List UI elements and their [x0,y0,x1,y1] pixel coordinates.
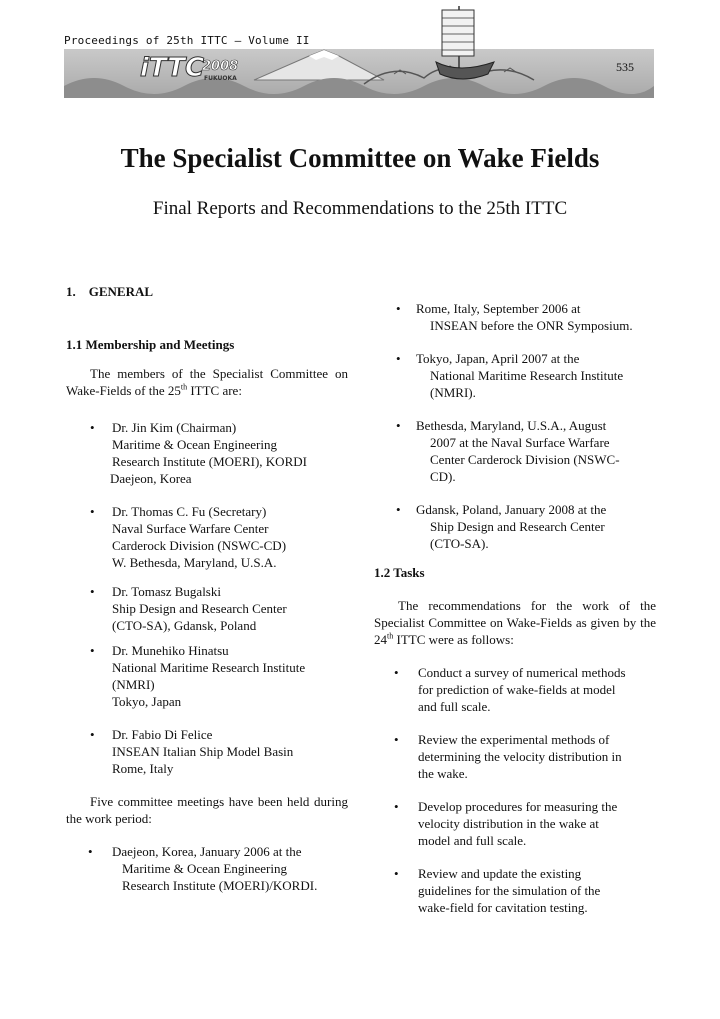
svg-text:iTTC: iTTC [140,53,205,83]
member-item: • Dr. Jin Kim (Chairman) Maritime & Ocean Engineering Research Institute (MOERI), KORDI Daejeon, Korea [66,419,348,487]
task-item: • Develop procedures for measuring the velocity distribution in the wake at model and full scale. [374,798,656,849]
paper-title: The Specialist Committee on Wake Fields [120,143,600,173]
section-heading-general: 1. GENERAL [66,284,154,299]
meeting-item: • Daejeon, Korea, January 2006 at the Maritime & Ocean Engineering Research Institute (MOERI)/KORDI. [66,843,348,894]
member-item: • Dr. Tomasz Bugalski Ship Design and Research Center (CTO-SA), Gdansk, Poland [66,583,348,634]
meeting-item: • Gdansk, Poland, January 2008 at the Ship Design and Research Center (CTO-SA). [374,501,656,552]
svg-text:FUKUOKA: FUKUOKA [204,75,237,82]
left-column [66,283,348,894]
members-intro: The members of the Specialist Committee on Wake-Fields of the 25th ITTC are: [66,366,348,398]
member-item: • Dr. Munehiko Hinatsu National Maritime Research Institute (NMRI) Tokyo, Japan [66,642,348,710]
tasks-intro: The recommendations for the work of the Specialist Committee on Wake-Fields as given by the 24th ITTC were as follows: [374,598,656,647]
member-item: • Dr. Thomas C. Fu (Secretary) Naval Surface Warfare Center Carderock Division (NSWC-CD) W. Bethesda, Maryland, U.S.A. [66,503,348,571]
section-heading-tasks: 1.2 Tasks [374,565,425,580]
svg-text:2008: 2008 [202,59,239,74]
task-item: • Review the experimental methods of determining the velocity distribution in the wake. [374,731,656,782]
page-number: 535 [616,60,634,74]
ship-icon [436,6,494,79]
member-item: • Dr. Fabio Di Felice INSEAN Italian Ship Model Basin Rome, Italy [66,726,348,777]
meetings-intro: Five committee meetings have been held during the work period: [66,794,348,826]
conference-banner [64,0,654,100]
running-head: Proceedings of 25th ITTC – Volume II [64,34,310,47]
right-column [374,300,656,916]
meeting-item: • Bethesda, Maryland, U.S.A., August 2007 at the Naval Surface Warfare Center Carderock Division (NSWC- CD). [374,417,656,485]
paper-subtitle: Final Reports and Recommendations to the 25th ITTC [152,198,568,219]
meeting-item: • Rome, Italy, September 2006 at INSEAN before the ONR Symposium. [374,300,656,334]
meeting-item: • Tokyo, Japan, April 2007 at the National Maritime Research Institute (NMRI). [374,350,656,401]
task-item: • Review and update the existing guidelines for the simulation of the wake-field for cavitation testing. [374,865,656,916]
section-heading-membership: 1.1 Membership and Meetings [66,337,235,352]
task-item: • Conduct a survey of numerical methods for prediction of wake-fields at model and full scale. [374,664,656,715]
